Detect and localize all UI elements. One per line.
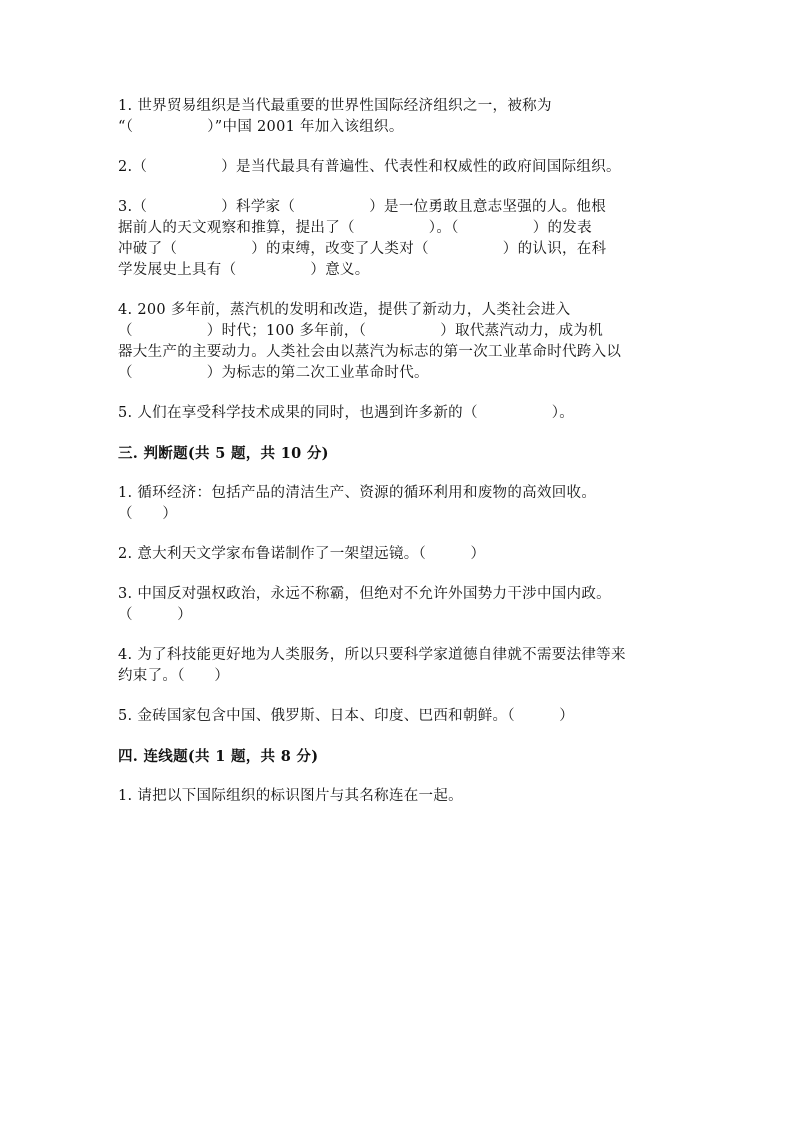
question-fill-2 — [118, 157, 678, 178]
question-line: 4. 为了科技能更好地为人类服务，所以只要科学家道德自律就不需要法律等来 — [118, 647, 626, 663]
question-line: 据前人的天文观察和推算，提出了（ ）。（ ）的发表 — [118, 220, 592, 236]
question-match-1 — [118, 786, 678, 807]
question-line: 2.（ ）是当代最具有普遍性、代表性和权威性的政府间国际组织。 — [118, 159, 621, 175]
question-line: 3.（ ）科学家（ ）是一位勇敢且意志坚强的人。他根 — [118, 199, 607, 215]
question-line: 5. 金砖国家包含中国、俄罗斯、日本、印度、巴西和朝鲜。（ ） — [118, 708, 575, 724]
question-line: 1. 请把以下国际组织的标识图片与其名称连在一起。 — [118, 788, 463, 804]
question-fill-1 — [118, 96, 678, 138]
question-tf-2 — [118, 544, 678, 565]
question-line: 约束了。（ ） — [118, 668, 230, 684]
question-line: 学发展史上具有（ ）意义。 — [118, 262, 370, 278]
worksheet-page — [118, 96, 678, 826]
question-fill-5 — [118, 403, 678, 424]
question-line: 器大生产的主要动力。人类社会由以蒸汽为标志的第一次工业革命时代跨入以 — [118, 344, 622, 360]
question-line: （ ）为标志的第二次工业革命时代。 — [118, 365, 429, 381]
question-tf-1 — [118, 483, 678, 525]
question-line: 2. 意大利天文学家布鲁诺制作了一架望远镜。（ ） — [118, 546, 486, 562]
section-title: 四. 连线题(共 1 题，共 8 分) — [118, 748, 319, 765]
fill-in-questions — [118, 96, 678, 424]
question-line: 3. 中国反对强权政治，永远不称霸，但绝对不允许外国势力干涉中国内政。 — [118, 586, 611, 602]
question-fill-3 — [118, 197, 678, 281]
question-line: 4. 200 多年前，蒸汽机的发明和改造，提供了新动力，人类社会进入 — [118, 302, 571, 318]
question-line: “（ ）”中国 2001 年加入该组织。 — [118, 119, 404, 135]
question-line: 1. 循环经济：包括产品的清洁生产、资源的循环利用和废物的高效回收。 — [118, 485, 597, 501]
section-true-false — [118, 443, 678, 727]
question-tf-4 — [118, 645, 678, 687]
question-line: 1. 世界贸易组织是当代最重要的世界性国际经济组织之一，被称为 — [118, 98, 552, 114]
section-title: 三. 判断题(共 5 题，共 10 分) — [118, 445, 329, 462]
question-line: （ ） — [118, 607, 192, 623]
question-line: 5. 人们在享受科学技术成果的同时，也遇到许多新的（ ）。 — [118, 405, 575, 421]
question-line: （ ） — [118, 506, 178, 522]
question-tf-5 — [118, 706, 678, 727]
question-line: 冲破了（ ）的束缚，改变了人类对（ ）的认识，在科 — [118, 241, 607, 257]
question-tf-3 — [118, 584, 678, 626]
section-matching — [118, 746, 678, 807]
question-line: （ ）时代；100 多年前，（ ）取代蒸汽动力，成为机 — [118, 323, 604, 339]
question-fill-4 — [118, 300, 678, 384]
